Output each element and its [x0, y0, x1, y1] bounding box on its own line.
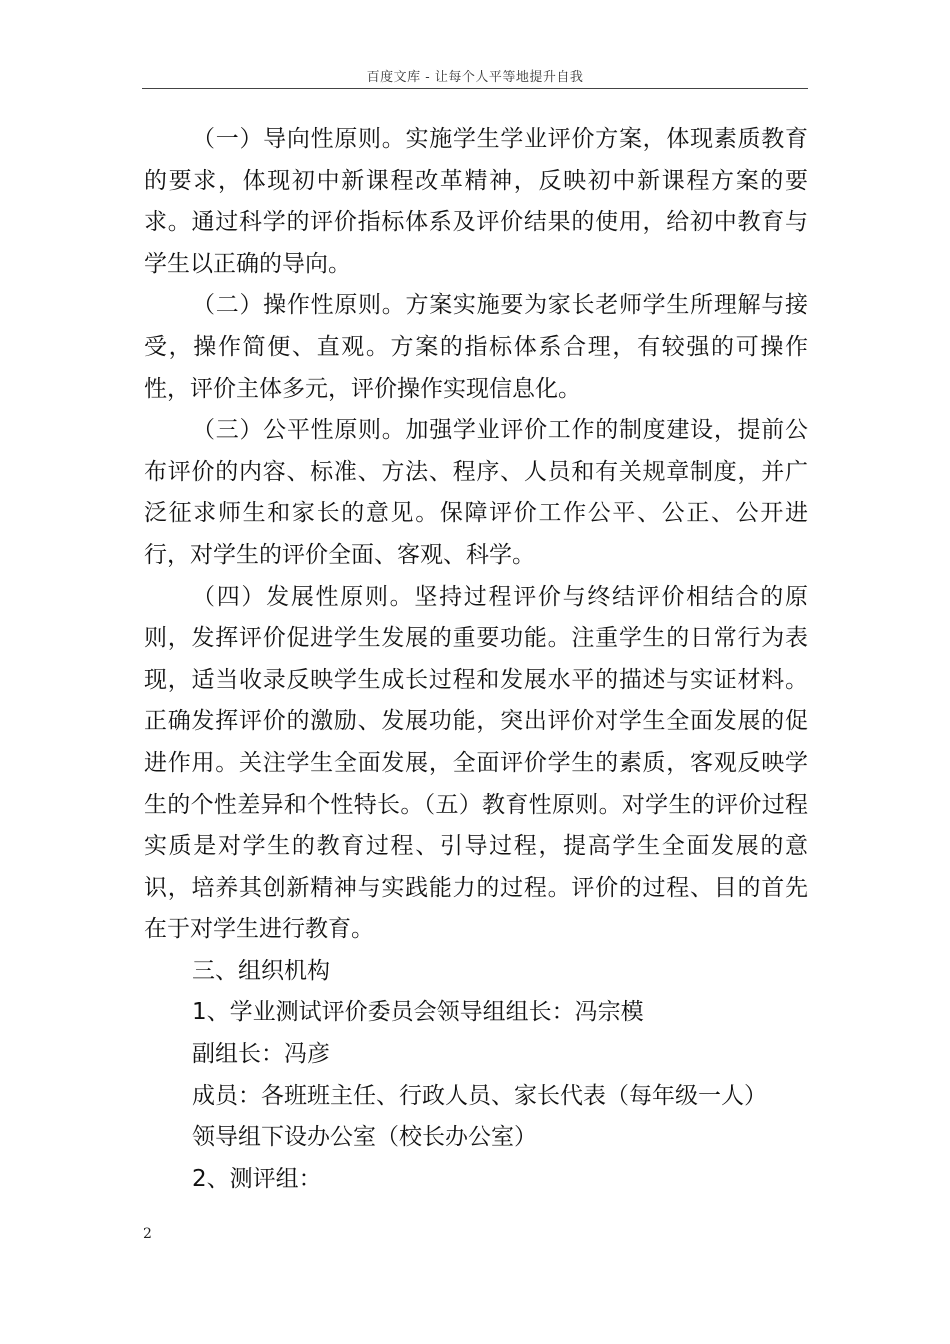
deputy-leader-line: 副组长：冯彦: [192, 1041, 330, 1068]
document-body: [144, 119, 808, 1200]
paragraph-guidance-principle: （一）导向性原则。实施学生学业评价方案，体现素质教育的要求，体现初中新课程改革精神，反映初中新课程方案的要求。通过科学的评价指标体系及评价结果的使用，给初中教育与学生以正确的导向。: [144, 126, 808, 277]
office-line: 领导组下设办公室（校长办公室）: [192, 1124, 537, 1151]
leader-line: 1、学业测试评价委员会领导组组长：冯宗模: [192, 999, 644, 1026]
header-divider: [142, 88, 808, 89]
paragraph-operability-principle: （二）操作性原则。方案实施要为家长老师学生所理解与接受，操作简便、直观。方案的指标体系合理，有较强的可操作性，评价主体多元，评价操作实现信息化。: [144, 292, 808, 402]
paragraph-fairness-principle: （三）公平性原则。加强学业评价工作的制度建设，提前公布评价的内容、标准、方法、程序、人员和有关规章制度，并广泛征求师生和家长的意见。保障评价工作公平、公正、公开进行，对学生的评价全面、客观、科学。: [144, 417, 808, 568]
section-title-organization: 三、组织机构: [192, 957, 330, 984]
page-number: 2: [143, 1226, 152, 1242]
paragraph-development-principle: （四）发展性原则。坚持过程评价与终结评价相结合的原则，发挥评价促进学生发展的重要功能。注重学生的日常行为表现，适当收录反映学生成长过程和发展水平的描述与实证材料。正确发挥评价的激励、发展功能，突出评价对学生全面发展的促进作用。关注学生全面发展，全面评价学生的素质，客观反映学生的个性差异和个性特长。（五）教育性原则。对学生的评价过程实质是对学生的教育过程、引导过程，提高学生全面发展的意识，培养其创新精神与实践能力的过程。评价的过程、目的首先在于对学生进行教育。: [144, 583, 808, 943]
page-header: 百度文库 - 让每个人平等地提升自我: [366, 70, 584, 85]
evaluation-group-line: 2、测评组：: [192, 1165, 322, 1192]
members-line: 成员：各班班主任、行政人员、家长代表（每年级一人）: [192, 1082, 767, 1109]
